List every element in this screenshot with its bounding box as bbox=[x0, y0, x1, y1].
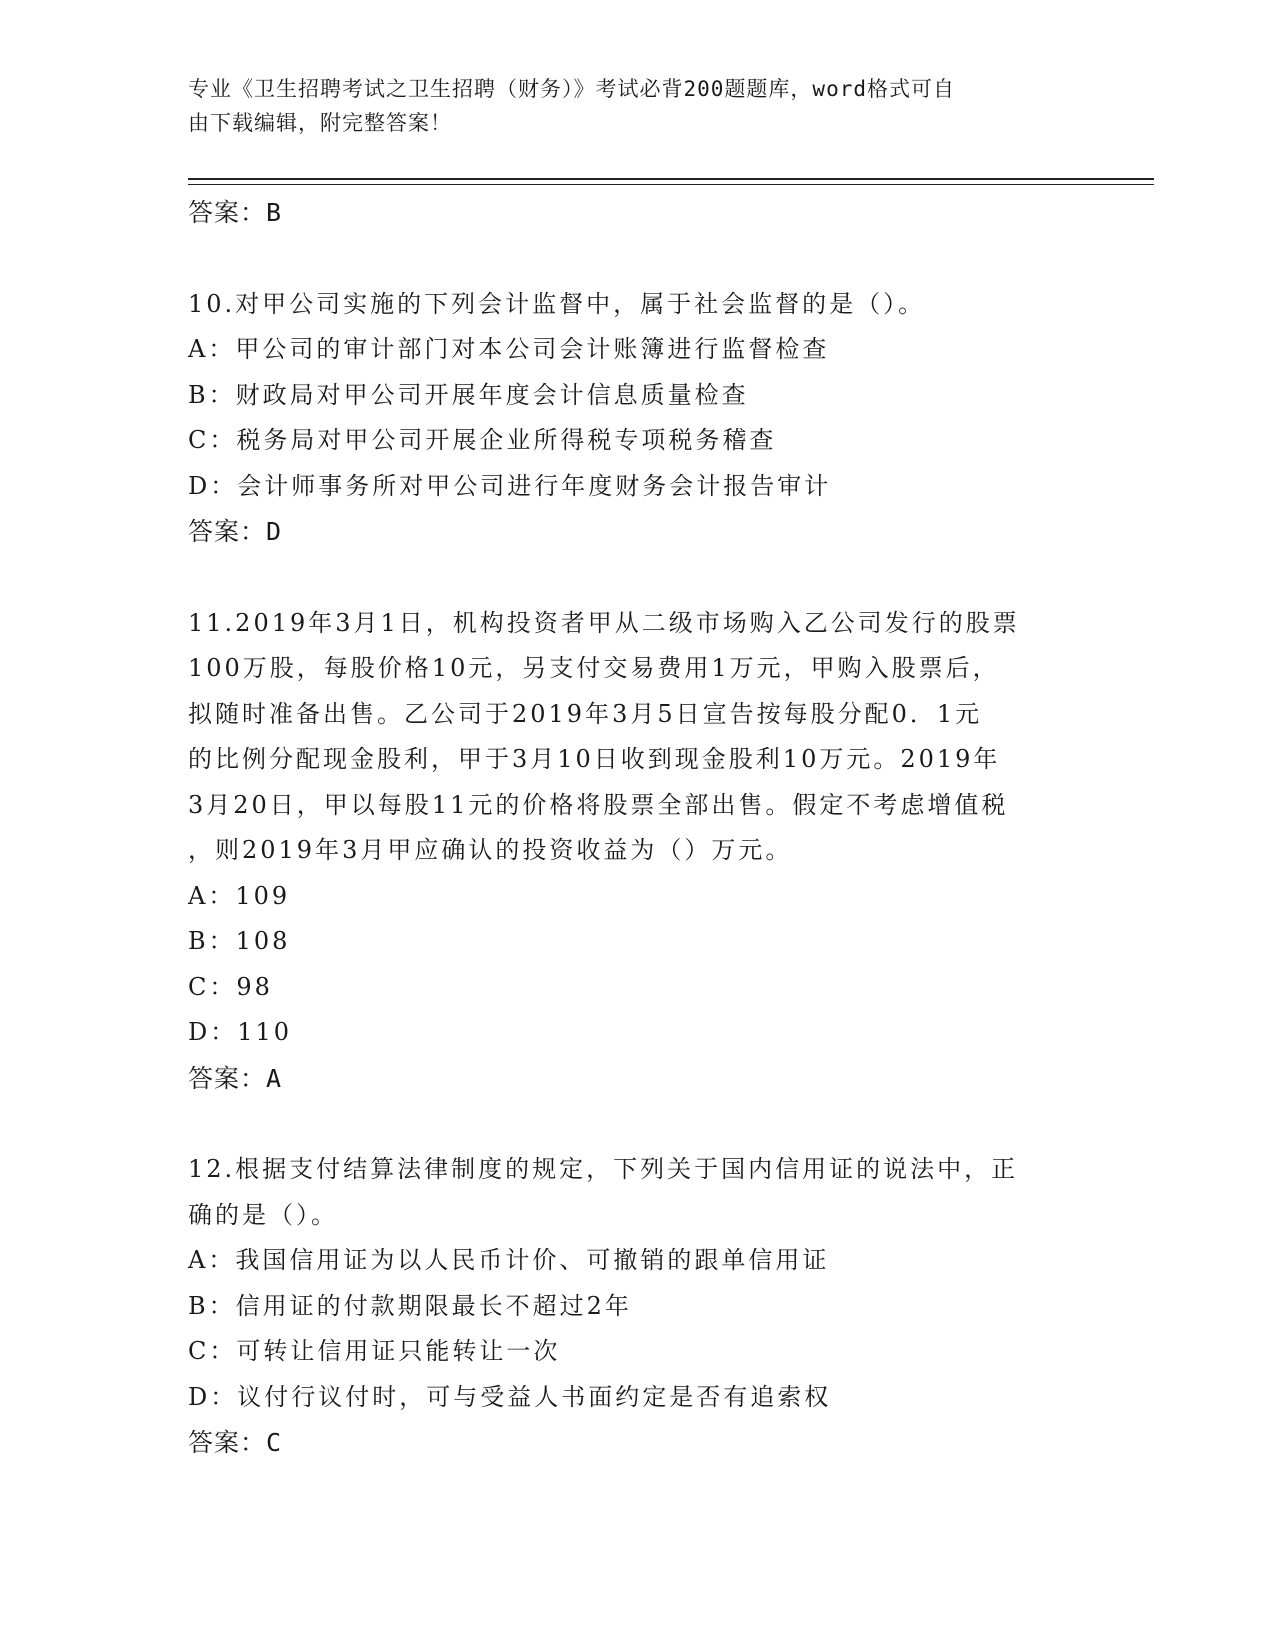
spacer bbox=[188, 236, 1088, 282]
option-c: C：税务局对甲公司开展企业所得税专项税务稽查 bbox=[188, 426, 777, 454]
option-d: D：会计师事务所对甲公司进行年度财务会计报告审计 bbox=[188, 471, 832, 500]
option-a: A：109 bbox=[188, 881, 291, 910]
question-11 bbox=[188, 601, 1088, 1102]
option-b: B：108 bbox=[188, 927, 291, 955]
question-10 bbox=[188, 282, 1088, 555]
question-stem-line: 3月20日，甲以每股11元的价格将股票全部出售。假定不考虑增值税 bbox=[188, 790, 1009, 819]
option-d: D：议付行议付时，可与受益人书面约定是否有追索权 bbox=[188, 1382, 832, 1411]
document-body bbox=[188, 190, 1088, 1466]
option-b: B：信用证的付款期限最长不超过2年 bbox=[188, 1291, 632, 1320]
question-stem-line: 100万股，每股价格10元，另支付交易费用1万元，甲购入股票后， bbox=[188, 654, 1000, 682]
spacer bbox=[188, 555, 1088, 601]
question-stem-line: ，则2019年3月甲应确认的投资收益为（）万元。 bbox=[188, 836, 793, 864]
answer: 答案：A bbox=[188, 1063, 283, 1093]
question-stem-line: 11.2019年3月1日，机构投资者甲从二级市场购入乙公司发行的股票 bbox=[188, 608, 1020, 637]
document-header bbox=[188, 72, 1068, 140]
option-d: D：110 bbox=[188, 1018, 293, 1046]
spacer bbox=[188, 1101, 1088, 1147]
question-stem-line: 10.对甲公司实施的下列会计监督中，属于社会监督的是（）。 bbox=[188, 289, 926, 318]
option-c: C：可转让信用证只能转让一次 bbox=[188, 1337, 561, 1365]
answer: 答案：C bbox=[188, 1428, 283, 1457]
question-stem-line: 确的是（）。 bbox=[188, 1200, 338, 1229]
header-divider-thin bbox=[188, 184, 1154, 185]
header-line-1: 专业《卫生招聘考试之卫生招聘（财务）》考试必背200题题库，word格式可自 bbox=[188, 77, 955, 101]
question-stem-line: 12.根据支付结算法律制度的规定，下列关于国内信用证的说法中，正 bbox=[188, 1155, 1019, 1183]
option-b: B：财政局对甲公司开展年度会计信息质量检查 bbox=[188, 380, 749, 409]
option-a: A：甲公司的审计部门对本公司会计账簿进行监督检查 bbox=[188, 335, 830, 363]
answer: 答案：D bbox=[188, 517, 283, 546]
question-stem-line: 拟随时准备出售。乙公司于2019年3月5日宣告按每股分配0．1元 bbox=[188, 699, 983, 728]
option-a: A：我国信用证为以人民币计价、可撤销的跟单信用证 bbox=[188, 1246, 830, 1274]
question-12 bbox=[188, 1147, 1088, 1466]
header-line-2: 由下载编辑，附完整答案！ bbox=[188, 111, 452, 135]
option-c: C：98 bbox=[188, 972, 273, 1001]
question-stem-line: 的比例分配现金股利，甲于3月10日收到现金股利10万元。2019年 bbox=[188, 745, 1001, 773]
previous-answer: 答案：B bbox=[188, 198, 283, 227]
header-divider-thick bbox=[188, 178, 1154, 180]
